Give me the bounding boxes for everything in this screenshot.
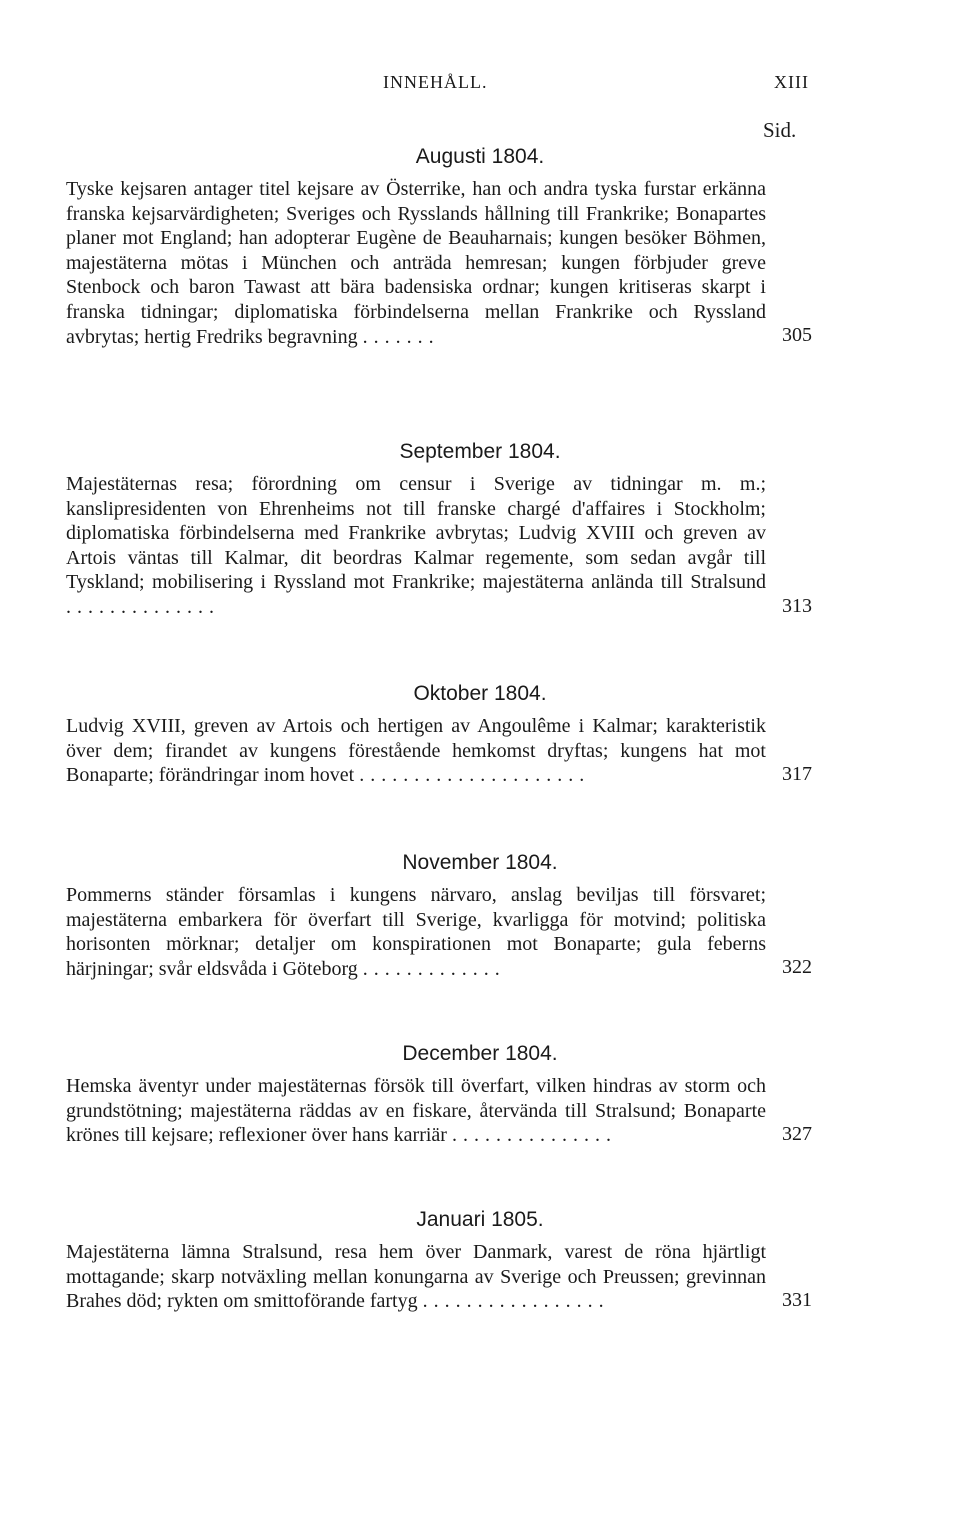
dot-leader: .............. bbox=[66, 595, 220, 618]
toc-entry bbox=[0, 1240, 960, 1314]
section-heading: September 1804. bbox=[399, 440, 561, 463]
entry-page-ref: 331 bbox=[782, 1288, 812, 1311]
section-heading: Oktober 1804. bbox=[413, 682, 547, 705]
dot-leader: ............. bbox=[362, 957, 506, 980]
toc-entry bbox=[0, 177, 960, 349]
entry-text-body: Hemska äventyr under majestäternas försök till överfart, vilken hindras av storm och grundstötning; majestäterna räddas av en fiskare, återvända till Stralsund; Bonaparte krönes till kejsare; reflexioner över hans karriär bbox=[66, 1075, 766, 1147]
page-number: XIII bbox=[774, 72, 809, 92]
page-column-label: Sid. bbox=[763, 118, 797, 142]
toc-entry bbox=[0, 472, 960, 620]
running-head bbox=[0, 72, 960, 102]
toc-entry bbox=[0, 1074, 960, 1148]
toc-section-october-1804 bbox=[0, 674, 960, 788]
dot-leader: ....... bbox=[362, 325, 440, 348]
dot-leader: ................. bbox=[422, 1290, 610, 1313]
entry-page-ref: 322 bbox=[782, 956, 812, 979]
toc-entry bbox=[0, 714, 960, 788]
toc-section-january-1805 bbox=[0, 1200, 960, 1314]
entry-text bbox=[0, 1240, 766, 1314]
section-heading: Augusti 1804. bbox=[415, 145, 545, 168]
toc-section-december-1804 bbox=[0, 1034, 960, 1148]
entry-text bbox=[0, 1074, 766, 1148]
section-heading: December 1804. bbox=[402, 1042, 558, 1065]
entry-text bbox=[0, 177, 766, 349]
entry-text bbox=[0, 883, 766, 981]
dot-leader: ............... bbox=[451, 1124, 617, 1147]
entry-page-ref: 305 bbox=[782, 324, 812, 347]
entry-page-ref: 317 bbox=[782, 762, 812, 785]
running-title: INNEHÅLL. bbox=[383, 72, 488, 92]
entry-text-body: Majestäterna lämna Stralsund, resa hem över Danmark, varest de röna hjärtligt mottagande; skarp notväxling mellan konungarna av Sverige och Preussen; grevinnan Brahes död; rykten om smittoförande fartyg bbox=[66, 1241, 766, 1313]
entry-text bbox=[0, 714, 766, 788]
entry-page-ref: 327 bbox=[782, 1122, 812, 1145]
dot-leader: ..................... bbox=[359, 764, 591, 787]
entry-text-body: Tyske kejsaren antager titel kejsare av Österrike, han och andra tyska furstar erkänna franska kejsarvärdigheten; Sveriges och Rysslands hållning till Frankrike; Bonapartes planer mot England; han adopterar Eugène de Beauharnais; kungen besöker Böhmen, majestäterna mötas i München och anträda hemresan; kungen förbjuder greve Stenbock och baron Tawast att bära badensiska ordnar; kungen kritiseras skarpt i franska tidningar; diplomatiska förbindelserna mellan Frankrike och Ryssland avbrytas; hertig Fredriks begravning bbox=[66, 178, 766, 348]
entry-text bbox=[0, 472, 766, 620]
toc-section-august-1804 bbox=[0, 137, 960, 349]
toc-entry bbox=[0, 883, 960, 981]
entry-text-body: Ludvig XVIII, greven av Artois och hertigen av Angoulême i Kalmar; karakteristik över dem; firandet av kungens förestående hemkomst dryftas; kungens hat mot Bonaparte; förändringar inom hovet bbox=[66, 715, 766, 787]
section-heading: November 1804. bbox=[402, 851, 558, 874]
entry-text-body: Pommerns ständer församlas i kungens närvaro, anslag beviljas till försvaret; majestäterna embarkera för överfart till Sverige, kvarligga för motvind; politiska horisonten mörknar; detaljer om konspirationen mot Bonaparte; gula feberns härjningar; svår eldsvåda i Göteborg bbox=[66, 884, 766, 980]
toc-section-november-1804 bbox=[0, 843, 960, 981]
entry-page-ref: 313 bbox=[782, 594, 812, 617]
toc-section-september-1804 bbox=[0, 432, 960, 620]
entry-text-body: Majestäternas resa; förordning om censur i Sverige av tidningar m. m.; kanslipresidenten von Ehrenheims not till franske chargé d'affaires i Stockholm; diplomatiska förbindelserna med Frankrike avbrytas; Ludvig XVIII och greven av Artois väntas till Kalmar, dit beordras Kalmar regemente, som sedan avgår till Tyskland; mobilisering i Ryssland mot Frankrike; majestäterna anlända till Stralsund bbox=[66, 473, 766, 594]
section-heading: Januari 1805. bbox=[416, 1208, 544, 1231]
